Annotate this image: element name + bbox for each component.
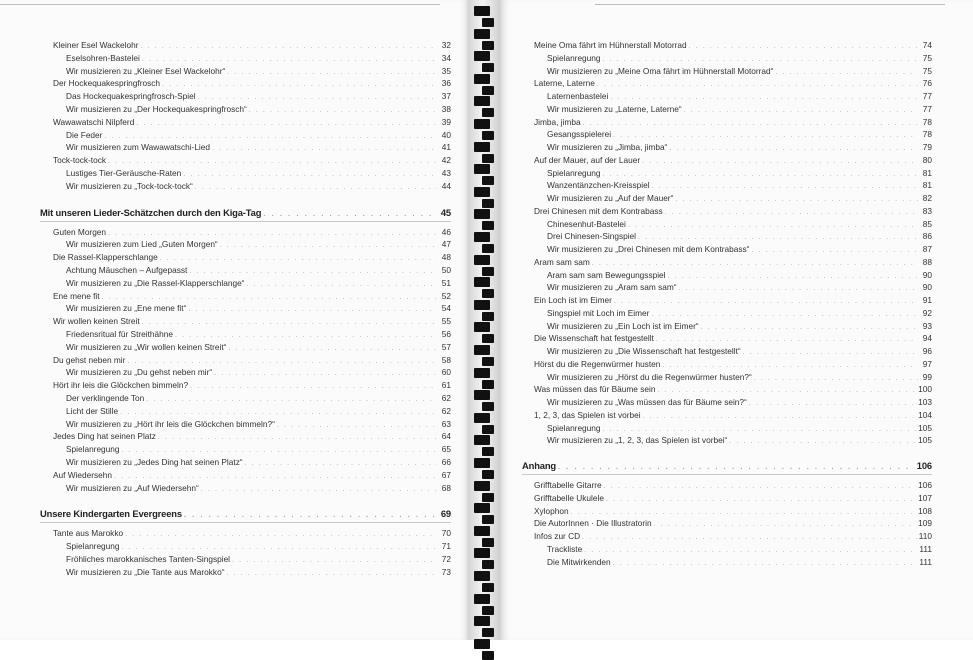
binding-ring [482, 86, 494, 95]
binding-ring [482, 18, 494, 27]
toc-entry-title: Hört ihr leis die Glöckchen bimmeln? [53, 380, 189, 391]
toc-page-number: 58 [441, 354, 451, 365]
binding-ring [474, 368, 490, 378]
toc-page-number: 55 [441, 316, 451, 327]
toc-entry-title: Wir musizieren zu „Die Rassel-Klapperschlange“ [66, 277, 245, 288]
binding-ring [474, 481, 490, 491]
toc-entry-title: Infos zur CD [534, 531, 581, 541]
toc-entry-title: Drei Chinesen mit dem Kontrabass [534, 205, 663, 216]
toc-entry-title: Was müssen das für Bäume sein [534, 384, 656, 395]
binding-ring [482, 131, 494, 140]
toc-page-number: 75 [922, 52, 932, 63]
binding-ring [482, 560, 494, 569]
binding-ring [482, 221, 494, 230]
toc-entry-title: Spielanregung [66, 541, 120, 552]
binding-ring [474, 390, 490, 400]
binding-ring [474, 322, 490, 332]
toc-entry-title: Kleiner Esel Wackelohr [53, 40, 139, 50]
section-rule [522, 474, 932, 475]
toc-entry-title: Hörst du die Regenwürmer husten [534, 358, 661, 369]
binding-ring [482, 63, 494, 72]
toc-entry-title: Wir musizieren zu „Ene mene fit“ [66, 303, 187, 314]
binding-ring [474, 74, 490, 84]
binding-ring [482, 267, 494, 276]
toc-entry-title: Wir musizieren zu „Auf der Mauer“ [547, 193, 674, 203]
toc-page-number: 90 [922, 269, 932, 280]
binding-ring [474, 209, 490, 219]
toc-page-number: 61 [441, 380, 451, 391]
toc-entry-title: Wir musizieren zum Wawawatschi-Lied [66, 142, 211, 153]
toc-entry [66, 566, 451, 580]
toc-page-number: 57 [441, 341, 451, 352]
toc-entry [66, 482, 451, 496]
dot-leader [263, 209, 437, 221]
binding-ring [474, 29, 490, 39]
toc-entry-title: Wir musizieren zu „Die Tante aus Marokko“ [66, 566, 225, 577]
toc-entry-title: Wir musizieren zu „Drei Chinesen mit dem Kontrabass“ [547, 244, 750, 254]
toc-page-number: 87 [922, 244, 932, 254]
toc-page-number: 81 [922, 167, 932, 178]
toc-page-number: 34 [441, 52, 451, 63]
toc-page-number: 37 [441, 91, 451, 102]
toc-entry-title: Auf Wiedersehn [53, 469, 113, 480]
toc-page-number: 86 [922, 231, 932, 242]
binding-ring [482, 41, 494, 50]
toc-page-number: 65 [441, 444, 451, 455]
binding-ring [474, 548, 490, 558]
binding-ring [482, 199, 494, 208]
binding-ring [474, 458, 490, 468]
binding-ring [474, 413, 490, 423]
toc-page-number: 67 [441, 469, 451, 480]
toc-entry-title: Jimba, jimba [534, 116, 581, 127]
toc-entry-title: Der Hockequakespringfrosch [53, 78, 160, 89]
binding-ring [474, 277, 490, 287]
toc-entry-title: Lustiges Tier-Geräusche-Raten [66, 168, 182, 178]
binding-ring [482, 425, 494, 434]
binding-ring [482, 628, 494, 637]
binding-ring [482, 515, 494, 524]
binding-ring [482, 447, 494, 456]
section-rule [40, 522, 451, 523]
toc-page-number: 47 [441, 239, 451, 250]
binding-ring [474, 187, 490, 197]
toc-page-number: 70 [441, 528, 451, 539]
binding-ring [482, 334, 494, 343]
toc-page-number: 80 [922, 154, 932, 165]
toc-entry-title: Jedes Ding hat seinen Platz [53, 431, 156, 442]
toc-entry-title: Trackliste [547, 543, 583, 554]
toc-page-number: 48 [441, 252, 451, 263]
toc-page-number: 36 [441, 78, 451, 89]
toc-page-number: 75 [922, 65, 932, 76]
toc-page-number: 44 [441, 180, 451, 191]
toc-page-number: 97 [922, 358, 932, 369]
toc-page-number: 52 [441, 290, 451, 301]
toc-entry-title: Grifftabelle Ukulele [534, 492, 604, 503]
toc-entry-title: Die Mitwirkenden [547, 556, 611, 567]
toc-page-number: 63 [441, 418, 451, 429]
dot-leader [184, 510, 437, 522]
toc-page-number: 78 [922, 116, 932, 127]
toc-page-number: 81 [922, 180, 932, 191]
toc-entry-title: Singspiel mit Loch im Eimer [547, 307, 650, 318]
toc-page-number: 105 [918, 435, 932, 446]
toc-page-number: 79 [922, 142, 932, 152]
toc-page-number: 82 [922, 193, 932, 203]
toc-entry-title: Du gehst neben mir [53, 354, 126, 365]
top-rule [595, 0, 945, 5]
toc-page-number: 92 [922, 307, 932, 318]
toc-entry-title: Wir musizieren zu „Ein Loch ist im Eimer“ [547, 320, 699, 331]
binding-ring [474, 300, 490, 310]
toc-page-number: 108 [918, 505, 932, 516]
toc-entry-title: Wir musizieren zu „Was müssen das für Bäume sein?“ [547, 397, 747, 407]
toc-entry-title: Spielanregung [547, 167, 601, 178]
toc-entry-title: Wir musizieren zu „Die Wissenschaft hat festgestellt“ [547, 346, 741, 356]
dot-leader [201, 484, 437, 496]
binding-ring [482, 312, 494, 321]
toc-entry-title: Fröhliches marokkanisches Tanten-Singspiel [66, 554, 231, 564]
toc-entry-title: Chinesenhut-Bastelei [547, 218, 626, 229]
binding-ring [474, 164, 490, 174]
toc-page-number: 106 [916, 460, 932, 471]
toc-entry [66, 180, 451, 194]
toc-entry-title: Aram sam sam [534, 256, 590, 267]
toc-entry-title: Gesangsspielerei [547, 129, 612, 140]
toc-entry-title: Die Wissenschaft hat festgestellt [534, 333, 654, 344]
toc-entry-title: Drei Chinesen-Singspiel [547, 231, 637, 242]
toc-entry-title: Ene mene fit [53, 290, 100, 301]
section-rule [40, 221, 451, 222]
toc-page-number: 111 [919, 556, 932, 567]
binding-ring [474, 503, 490, 513]
toc-page-number: 40 [441, 129, 451, 140]
toc-page-number: 50 [441, 265, 451, 275]
toc-entry-title: Licht der Stille [66, 405, 119, 416]
toc-entry-title: Wanzentänzchen-Kreisspiel [547, 180, 650, 191]
toc-page-number: 71 [441, 541, 451, 552]
right-page [500, 0, 973, 640]
toc-entry-title: Das Hockequakespringfrosch-Spiel [66, 91, 196, 102]
toc-page-number: 110 [918, 531, 932, 541]
binding-ring [482, 470, 494, 479]
binding-ring [474, 142, 490, 152]
toc-entry-title: Wir musizieren zu „Jedes Ding hat seinen Platz“ [66, 457, 243, 467]
binding-ring [482, 154, 494, 163]
toc-section-heading [522, 460, 932, 474]
toc-page-number: 74 [922, 40, 932, 50]
toc-entry-title: Tante aus Marokko [53, 528, 124, 539]
toc-entry-title: Wir musizieren zu „Meine Oma fährt im Hühnerstall Motorrad“ [547, 65, 774, 76]
toc-page-number: 94 [922, 333, 932, 344]
binding-ring [474, 6, 490, 16]
toc-page-number: 105 [918, 422, 932, 433]
binding-ring [482, 402, 494, 411]
binding-ring [482, 606, 494, 615]
toc-page-number: 90 [922, 282, 932, 293]
toc-entry-title: Unsere Kindergarten Evergreens [40, 508, 182, 520]
toc-entry-title: Wawawatschi Nilpferd [53, 116, 135, 127]
toc-entry-title: 1, 2, 3, das Spielen ist vorbei [534, 409, 641, 420]
toc-page-number: 32 [441, 40, 451, 50]
toc-entry-title: Laterne, Laterne [534, 78, 595, 89]
toc-page-number: 72 [441, 554, 451, 564]
toc-entry-title: Xylophon [534, 505, 569, 516]
toc-entry-title: Wir musizieren zu „Wir wollen keinen Streit“ [66, 341, 227, 352]
binding-ring [482, 583, 494, 592]
spiral-binding [468, 0, 500, 640]
toc-page-number: 88 [922, 256, 932, 267]
toc-entry-title: Wir musizieren zu „Der Hockequakespringfrosch“ [66, 104, 247, 114]
binding-ring [474, 255, 490, 265]
toc-page-number: 78 [922, 129, 932, 140]
toc-page-number: 73 [441, 566, 451, 577]
binding-ring [474, 571, 490, 581]
binding-ring [474, 594, 490, 604]
toc-entry-title: Spielanregung [547, 422, 601, 433]
toc-page-number: 68 [441, 482, 451, 493]
binding-ring [474, 616, 490, 626]
toc-entry-title: Spielanregung [66, 444, 120, 455]
toc-entry-title: Eselsohren-Bastelei [66, 52, 140, 63]
toc-page-number: 45 [440, 206, 451, 218]
toc-page-number: 62 [441, 405, 451, 416]
toc-entry-title: Anhang [522, 460, 556, 471]
binding-ring [474, 119, 490, 129]
binding-ring [482, 108, 494, 117]
dot-leader [729, 436, 916, 448]
toc-entry-title: Wir musizieren zu „Kleiner Esel Wackelohr“ [66, 65, 226, 76]
dot-leader [613, 558, 918, 570]
dot-leader [558, 462, 915, 474]
toc-entry-title: Guten Morgen [53, 226, 107, 237]
toc-page-number: 83 [922, 205, 932, 216]
toc-page-number: 103 [918, 397, 932, 407]
binding-ring [474, 96, 490, 106]
toc-entry-title: Grifftabelle Gitarre [534, 480, 602, 490]
toc-entry [547, 556, 932, 570]
binding-ring [474, 51, 490, 61]
toc-page-number: 62 [441, 393, 451, 403]
toc-entry-title: Wir musizieren zu „Aram sam sam“ [547, 282, 677, 293]
toc-page-number: 77 [922, 103, 932, 114]
toc-page-number: 56 [441, 329, 451, 339]
toc-page-number: 77 [922, 91, 932, 101]
binding-ring [474, 345, 490, 355]
toc-section-heading [40, 207, 451, 221]
toc-entry-title: Die Rassel-Klapperschlange [53, 252, 158, 263]
toc-entry-title: Wir musizieren zum Lied „Guten Morgen“ [66, 239, 218, 250]
toc-entry-title: Wir musizieren zu „Tock-tock-tock“ [66, 180, 193, 191]
toc-page-number: 106 [918, 480, 932, 490]
toc-page-number: 100 [918, 384, 932, 395]
toc-entry-title: Ein Loch ist im Eimer [534, 295, 612, 305]
toc-page-number: 69 [440, 508, 451, 520]
toc-entry-title: Friedensritual für Streithähne [66, 329, 173, 339]
toc-page-number: 66 [441, 457, 451, 467]
binding-ring [482, 538, 494, 547]
toc-page-number: 107 [918, 492, 932, 503]
binding-ring [482, 244, 494, 253]
toc-entry-title: Wir musizieren zu „Auf Wiedersehn“ [66, 482, 199, 493]
toc-page-number: 54 [441, 303, 451, 314]
binding-ring [482, 651, 494, 660]
toc-page-number: 76 [922, 78, 932, 89]
toc-page-number: 99 [922, 371, 932, 382]
toc-entry-title: Wir musizieren zu „Hört ihr leis die Glöckchen bimmeln?“ [66, 418, 275, 429]
toc-entry-title: Der verklingende Ton [66, 393, 145, 403]
toc-page-number: 64 [441, 431, 451, 442]
toc-page-number: 51 [441, 277, 451, 288]
toc-page-number: 109 [918, 518, 932, 529]
toc-page-number: 42 [441, 155, 451, 166]
toc-page-number: 35 [441, 65, 451, 76]
binding-ring [474, 526, 490, 536]
toc-entry-title: Achtung Mäuschen – Aufgepasst [66, 265, 188, 275]
toc-page-number: 43 [441, 168, 451, 178]
toc-entry-title: Die Feder [66, 129, 103, 140]
toc-page-number: 41 [441, 142, 451, 153]
toc-section-heading [40, 508, 451, 522]
toc-entry-title: Mit unseren Lieder-Schätzchen durch den Kiga-Tag [40, 206, 262, 218]
binding-ring [474, 639, 490, 649]
toc-entry-title: Tock-tock-tock [53, 155, 107, 166]
toc-entry-title: Wir musizieren zu „Jimba, jimba“ [547, 142, 668, 152]
binding-ring [482, 493, 494, 502]
toc-entry-title: Die AutorInnen · Die Illustratorin [534, 518, 652, 529]
toc-entry-title: Wir wollen keinen Streit [53, 316, 140, 327]
toc-entry-title: Wir musizieren zu „Laterne, Laterne“ [547, 103, 682, 114]
toc-entry-title: Meine Oma fährt im Hühnerstall Motorrad [534, 40, 687, 50]
toc-entry-title: Spielanregung [547, 52, 601, 63]
toc-page-number: 93 [922, 320, 932, 331]
binding-ring [482, 176, 494, 185]
toc-entry-title: Wir musizieren zu „Hörst du die Regenwürmer husten?“ [547, 371, 752, 382]
toc-entry-title: Wir musizieren zu „Du gehst neben mir“ [66, 367, 213, 378]
toc-entry-title: Wir musizieren zu „1, 2, 3, das Spielen ist vorbei“ [547, 435, 728, 446]
toc-page-number: 60 [441, 367, 451, 378]
toc-page-number: 38 [441, 104, 451, 114]
binding-ring [474, 232, 490, 242]
top-rule [0, 0, 440, 5]
toc-page-number: 46 [441, 226, 451, 237]
toc-page-number: 91 [922, 295, 932, 305]
toc-page-number: 104 [918, 409, 932, 420]
dot-leader [226, 568, 437, 580]
toc-entry-title: Aram sam sam Bewegungsspiel [547, 269, 666, 280]
toc-entry [547, 434, 932, 448]
binding-ring [482, 289, 494, 298]
toc-page-number: 85 [922, 218, 932, 229]
toc-page-number: 96 [922, 346, 932, 356]
toc-page-number: 111 [919, 543, 932, 554]
left-page [0, 0, 468, 640]
binding-ring [474, 435, 490, 445]
binding-ring [482, 357, 494, 366]
toc-entry-title: Laternenbastelei [547, 91, 609, 101]
toc-entry-title: Auf der Mauer, auf der Lauer [534, 154, 641, 165]
toc-page-number: 39 [441, 116, 451, 127]
dot-leader [195, 182, 437, 194]
binding-ring [482, 380, 494, 389]
